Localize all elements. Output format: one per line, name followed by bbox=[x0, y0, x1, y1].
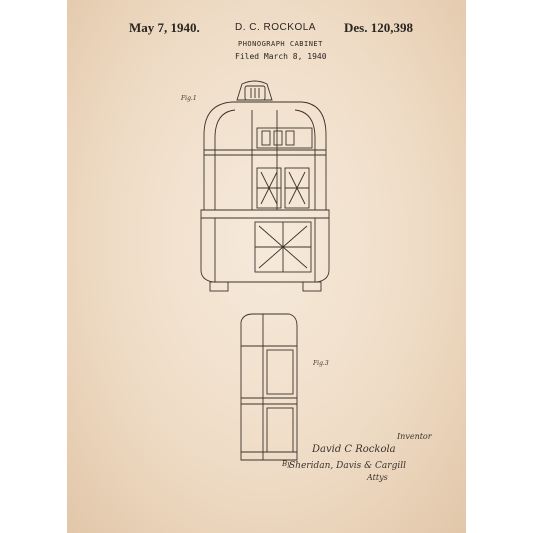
patent-title: PHONOGRAPH CABINET bbox=[238, 40, 323, 48]
patent-drawing bbox=[67, 0, 466, 533]
jukebox-lower-body bbox=[201, 210, 329, 282]
inventor-name: D. C. ROCKOLA bbox=[235, 22, 316, 33]
attorney-label: Attys bbox=[367, 473, 388, 482]
inventor-label: Inventor bbox=[397, 432, 432, 441]
by-label: By bbox=[282, 460, 292, 468]
jukebox-front-view bbox=[201, 81, 329, 291]
side-view-grille bbox=[267, 350, 293, 394]
filed-date: Filed March 8, 1940 bbox=[235, 52, 327, 61]
patent-sheet bbox=[67, 0, 466, 533]
side-view-body bbox=[241, 314, 297, 460]
right-foot bbox=[303, 282, 321, 291]
left-foot bbox=[210, 282, 228, 291]
figure-1-label: Fig.1 bbox=[181, 95, 197, 102]
figure-3-label: Fig.3 bbox=[313, 360, 329, 367]
inventor-signature: David C Rockola bbox=[312, 444, 396, 455]
patent-number: Des. 120,398 bbox=[344, 20, 413, 35]
patent-date: May 7, 1940. bbox=[129, 20, 200, 35]
attorney-signature: Sheridan, Davis & Cargill bbox=[289, 461, 406, 471]
jukebox-upper-body bbox=[204, 102, 326, 210]
jukebox-crown bbox=[237, 81, 272, 100]
jukebox-side-view bbox=[241, 314, 297, 460]
